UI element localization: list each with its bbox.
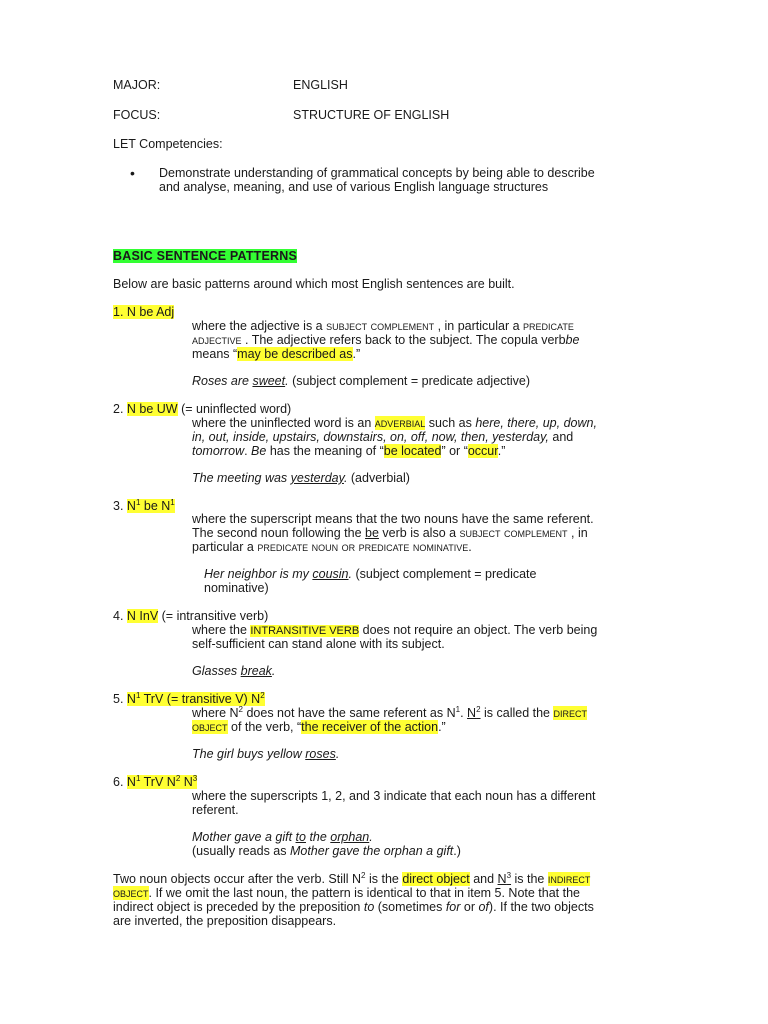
closing-line-3: indirect object is preceded by the preposition to (sometimes for or of). If the two objects: [113, 900, 594, 914]
competencies-label: LET Competencies:: [113, 137, 223, 151]
pattern-6-line-2: referent.: [192, 803, 239, 817]
pattern-6-note: (usually reads as Mother gave the orphan a gift.): [192, 844, 461, 858]
pattern-2-line-1: where the uninflected word is an adverbial such as here, there, up, down,: [192, 416, 597, 430]
pattern-2-heading: 2. N be UW (= uninflected word): [113, 402, 292, 416]
pattern-5-heading: 5. $N^1$ TrV (= transitive V) $N^2$: [113, 691, 265, 706]
pattern-1-heading: 1. N be Adj: [113, 305, 175, 319]
pattern-2-example: The meeting was yesterday. (adverbial): [192, 471, 410, 485]
pattern-3-line-2: The second noun following the be verb is also a subject complement , in: [192, 526, 588, 540]
section-title: BASIC SENTENCE PATTERNS: [113, 249, 298, 263]
pattern-5-example: The girl buys yellow roses.: [192, 747, 340, 761]
pattern-3-heading: 3. $N^1$ be $N^1$: [113, 498, 175, 513]
pattern-4-line-2: self-sufficient can stand alone with its subject.: [192, 637, 445, 651]
pattern-5-line-1: where $N^2$ does not have the same referent as $N^1$. $N^2$ is called the direct: [192, 705, 587, 720]
pattern-1-line-3: means “may be described as.”: [192, 347, 361, 361]
pattern-2-line-3: tomorrow. Be has the meaning of “be located” or “occur.”: [192, 444, 506, 458]
pattern-4-heading: 4. N InV (= intransitive verb): [113, 609, 269, 623]
pattern-1-line-1: where the adjective is a subject complement , in particular a predicate: [192, 319, 574, 333]
pattern-6-line-1: where the superscripts 1, 2, and 3 indicate that each noun has a different: [192, 789, 596, 803]
closing-line-4: are inverted, the preposition disappears.: [113, 914, 337, 928]
pattern-3-line-3: particular a predicate noun or predicate nominative.: [192, 540, 472, 554]
pattern-3-example-note: nominative): [204, 581, 269, 595]
pattern-3-example: Her neighbor is my cousin. (subject complement = predicate: [204, 567, 537, 581]
pattern-1-line-2: adjective . The adjective refers back to the subject. The copula verbbe: [192, 333, 580, 347]
pattern-6-example: Mother gave a gift to the orphan.: [192, 830, 373, 844]
bullet-icon: •: [130, 165, 135, 181]
focus-value: STRUCTURE OF ENGLISH: [293, 108, 450, 122]
pattern-4-line-1: where the INTRANSITIVE VERB does not require an object. The verb being: [192, 623, 598, 637]
major-value: ENGLISH: [293, 78, 348, 92]
pattern-1-example: Roses are sweet. (subject complement = predicate adjective): [192, 374, 531, 388]
pattern-3-line-1: where the superscript means that the two nouns have the same referent.: [192, 512, 594, 526]
major-label: MAJOR:: [113, 78, 161, 92]
competency-line-1: Demonstrate understanding of grammatical concepts by being able to describe: [159, 166, 595, 180]
pattern-5-line-2: object of the verb, “the receiver of the action.”: [192, 720, 446, 734]
competency-line-2: and analyse, meaning, and use of various English language structures: [159, 180, 549, 194]
focus-label: FOCUS:: [113, 108, 161, 122]
pattern-2-line-2: in, out, inside, upstairs, downstairs, on, off, now, then, yesterday, and: [192, 430, 574, 444]
closing-line-1: Two noun objects occur after the verb. Still $N^2$ is the direct object and $N^3$ is the indirect: [113, 871, 591, 886]
pattern-4-example: Glasses break.: [192, 664, 276, 678]
pattern-6-heading: 6. $N^1$ TrV $N^2$ $N^3$: [113, 774, 198, 789]
section-intro: Below are basic patterns around which most English sentences are built.: [113, 277, 515, 291]
closing-line-2: object. If we omit the last noun, the pattern is identical to that in item 5. Note that the: [113, 886, 581, 900]
